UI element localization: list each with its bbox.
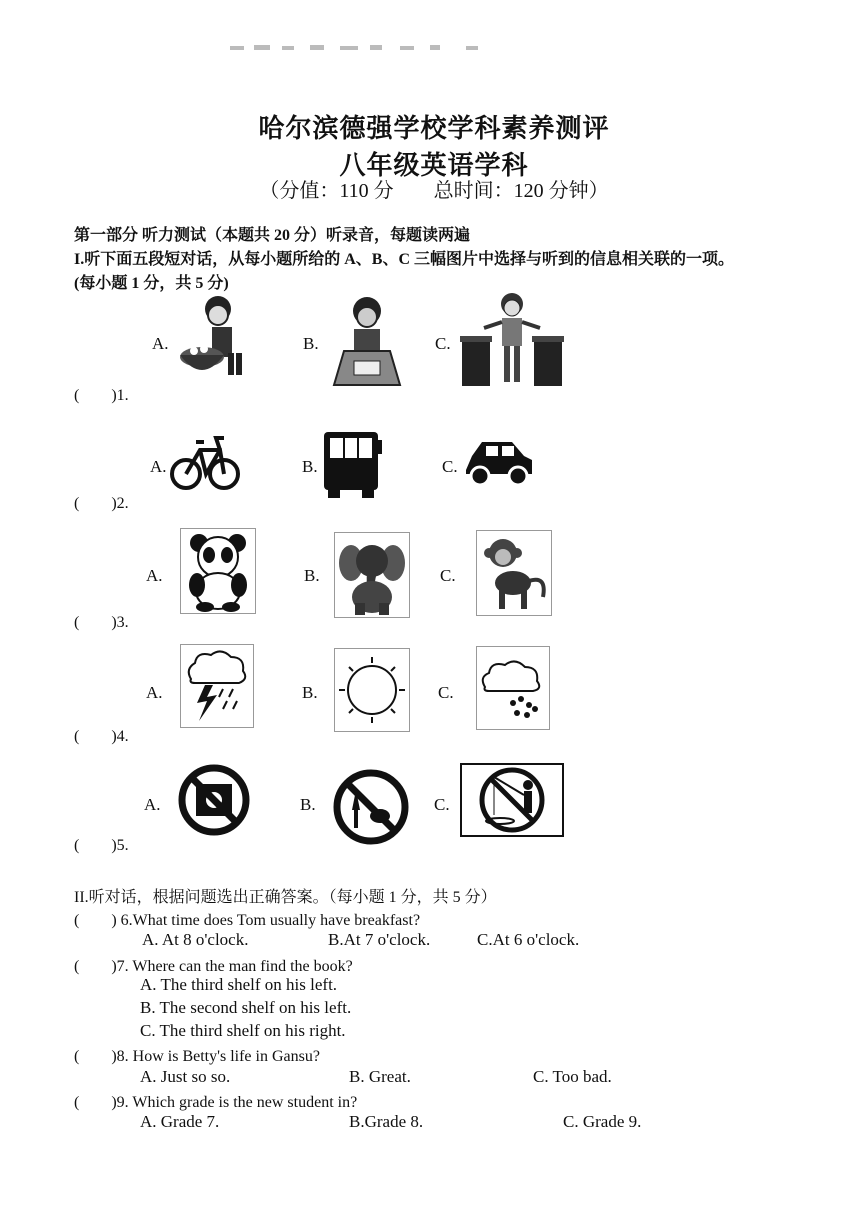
bicycle-icon[interactable] <box>170 428 240 496</box>
option-letter-b: B. <box>302 457 318 476</box>
q6-option-b: B.At 7 o'clock. <box>328 930 431 949</box>
option-letter-c: C. <box>442 457 458 476</box>
boy-sorting-trash-icon[interactable] <box>460 290 564 390</box>
question-4-label: ( )4. <box>74 728 129 745</box>
exam-title: 哈尔滨德强学校学科素养测评 <box>258 114 610 143</box>
no-photo-icon[interactable] <box>176 760 252 840</box>
boy-doing-homework-icon[interactable] <box>330 293 404 389</box>
option-letter-a: A. <box>150 457 167 476</box>
option-letter-b: B. <box>304 566 320 585</box>
q6-option-c: C.At 6 o'clock. <box>477 930 580 949</box>
no-food-icon[interactable] <box>330 766 412 848</box>
question-8-label: ( )8. How is Betty's life in Gansu? <box>74 1048 320 1065</box>
q6-option-a: A. At 8 o'clock. <box>142 930 249 949</box>
section2-instruction: II.听对话，根据问题选出正确答案。（每小题 1 分，共 5 分） <box>74 889 497 906</box>
bus-icon[interactable] <box>320 426 384 500</box>
question-1-label: ( )1. <box>74 387 129 404</box>
q9-option-a: A. Grade 7. <box>140 1112 220 1131</box>
q9-option-b: B.Grade 8. <box>349 1112 424 1131</box>
q8-option-b: B. Great. <box>349 1067 411 1086</box>
option-letter-c: C. <box>438 683 454 702</box>
q9-option-c: C. Grade 9. <box>563 1112 642 1131</box>
section1-instruction: I.听下面五段短对话，从每小题所给的 A、B、C 三幅图片中选择与听到的信息相关联的一项。 <box>74 251 735 268</box>
option-letter-b: B. <box>302 683 318 702</box>
snow-cloud-icon[interactable] <box>476 646 550 730</box>
question-3-label: ( )3. <box>74 614 129 631</box>
score-time-info: （分值：110 分 总时间：120 分钟） <box>259 180 609 202</box>
monkey-icon[interactable] <box>476 530 552 616</box>
subject-title: 八年级英语学科 <box>339 151 529 180</box>
cropped-header-fragment <box>230 42 490 52</box>
option-letter-c: C. <box>435 334 451 353</box>
q8-option-a: A. Just so so. <box>140 1067 231 1086</box>
sun-icon[interactable] <box>334 648 410 732</box>
q7-option-c: C. The third shelf on his right. <box>140 1021 346 1040</box>
elephant-icon[interactable] <box>334 532 410 618</box>
option-letter-c: C. <box>440 566 456 585</box>
thunderstorm-icon[interactable] <box>180 644 254 728</box>
option-letter-a: A. <box>144 795 161 814</box>
option-letter-a: A. <box>146 566 163 585</box>
option-letter-c: C. <box>434 795 450 814</box>
q7-option-b: B. The second shelf on his left. <box>140 998 352 1017</box>
question-5-label: ( )5. <box>74 837 129 854</box>
q7-option-a: A. The third shelf on his left. <box>140 975 338 994</box>
option-letter-b: B. <box>300 795 316 814</box>
q8-option-c: C. Too bad. <box>533 1067 612 1086</box>
part1-heading: 第一部分 听力测试（本题共 20 分）听录音，每题读两遍 <box>74 227 471 244</box>
option-letter-a: A. <box>152 334 169 353</box>
boy-washing-clothes-icon[interactable] <box>178 293 248 385</box>
no-fishing-icon[interactable] <box>460 763 564 837</box>
option-letter-b: B. <box>303 334 319 353</box>
question-6-label: ( ) 6.What time does Tom usually have breakfast? <box>74 912 421 929</box>
question-2-label: ( )2. <box>74 495 129 512</box>
panda-icon[interactable] <box>180 528 256 614</box>
option-letter-a: A. <box>146 683 163 702</box>
car-icon[interactable] <box>462 434 534 490</box>
question-9-label: ( )9. Which grade is the new student in? <box>74 1094 358 1111</box>
question-7-label: ( )7. Where can the man find the book? <box>74 958 353 975</box>
section1-points: (每小题 1 分，共 5 分) <box>74 275 229 292</box>
